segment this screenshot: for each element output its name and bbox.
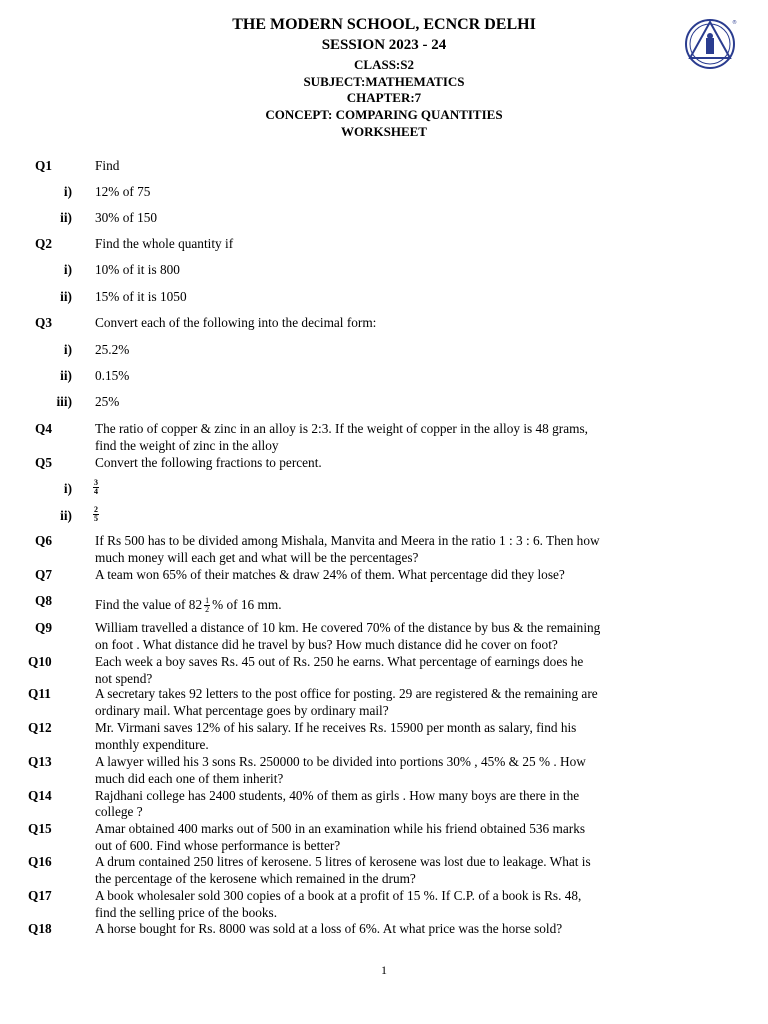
sub-question-text: 15% of it is 1050 xyxy=(95,289,187,304)
worksheet-label: WORKSHEET xyxy=(341,124,427,139)
question-text-line-1: Amar obtained 400 marks out of 500 in an examination while his friend obtained 536 marks xyxy=(95,821,586,836)
question-text: Convert the following fractions to percent. xyxy=(95,455,322,470)
sub-question-text: 10% of it is 800 xyxy=(95,262,180,277)
fraction-numerator: 1 xyxy=(205,596,210,606)
question-text-line-1: Rajdhani college has 2400 students, 40% of them as girls . How many boys are there in the xyxy=(95,788,580,803)
sub-question-text: 25% xyxy=(95,394,120,409)
question-text-before: Find the value of 82 xyxy=(95,597,203,612)
question-text-line-1: A lawyer willed his 3 sons Rs. 250000 to be divided into portions 30% , 45% & 25 % . How xyxy=(95,754,586,769)
class: CLASS:S2 xyxy=(354,57,414,72)
fraction-numerator: 2 xyxy=(94,505,98,514)
fraction xyxy=(93,479,99,496)
question-number: Q16 xyxy=(28,854,52,869)
question-text-line-1: William travelled a distance of 10 km. He covered 70% of the distance by bus & the remaining xyxy=(95,620,601,635)
question-number: Q2 xyxy=(35,236,52,251)
session: SESSION 2023 - 24 xyxy=(321,37,447,53)
sub-question-number: i) xyxy=(63,342,72,357)
question-number: Q12 xyxy=(28,720,52,735)
fraction xyxy=(93,506,99,523)
question-text-line-1: Each week a boy saves Rs. 45 out of Rs. 250 he earns. What percentage of earnings does he xyxy=(95,654,584,669)
question-number: Q3 xyxy=(35,315,52,330)
question-number: Q10 xyxy=(28,654,52,669)
sub-question-number: i) xyxy=(63,481,72,496)
question-text: Find the whole quantity if xyxy=(95,236,234,251)
question-text-line-2: find the selling price of the books. xyxy=(95,905,278,920)
question-number: Q17 xyxy=(28,888,52,903)
question-text-line-2: out of 600. Find whose performance is better? xyxy=(95,838,341,853)
question-text: A team won 65% of their matches & draw 24% of them. What percentage did they lose? xyxy=(95,567,565,582)
question-number: Q13 xyxy=(28,754,52,769)
question-text-after: % of 16 mm. xyxy=(212,597,282,612)
concept: CONCEPT: COMPARING QUANTITIES xyxy=(265,107,503,122)
question-text-line-2: the percentage of the kerosene which remained in the drum? xyxy=(95,871,416,886)
question-number: Q5 xyxy=(35,455,52,470)
page-number: 1 xyxy=(381,963,387,977)
question-text: Convert each of the following into the decimal form: xyxy=(95,315,377,330)
question-number: Q9 xyxy=(35,620,52,635)
question-text-line-2: monthly expenditure. xyxy=(95,737,209,752)
sub-question-number: iii) xyxy=(56,394,72,409)
sub-question-number: ii) xyxy=(60,289,72,304)
chapter: CHAPTER:7 xyxy=(346,90,422,105)
question-text xyxy=(95,597,695,614)
fraction-denominator: 4 xyxy=(94,487,98,496)
question-text: Find xyxy=(95,158,120,173)
school-name: THE MODERN SCHOOL, ECNCR DELHI xyxy=(232,16,536,33)
mixed-fraction xyxy=(204,597,210,614)
question-text-line-2: much did each one of them inherit? xyxy=(95,771,284,786)
subject: SUBJECT:MATHEMATICS xyxy=(303,74,465,89)
question-number: Q7 xyxy=(35,567,52,582)
question-text-line-2: find the weight of zinc in the alloy xyxy=(95,438,279,453)
question-number: Q14 xyxy=(28,788,52,803)
question-text-line-2: ordinary mail. What percentage goes by ordinary mail? xyxy=(95,703,389,718)
fraction-denominator: 2 xyxy=(205,605,210,615)
question-text-line-2: much money will each get and what will be the percentages? xyxy=(95,550,419,565)
question-text-line-1: The ratio of copper & zinc in an alloy is 2:3. If the weight of copper in the alloy is 48 grams, xyxy=(95,421,588,436)
question-text-line-1: Mr. Virmani saves 12% of his salary. If he receives Rs. 15900 per month as salary, find his xyxy=(95,720,577,735)
question-number: Q18 xyxy=(28,921,52,936)
question-text-line-2: on foot . What distance did he travel by bus? How much distance did he cover on foot? xyxy=(95,637,558,652)
question-text-line-2: not spend? xyxy=(95,671,153,686)
question-number: Q6 xyxy=(35,533,52,548)
sub-question-number: i) xyxy=(63,262,72,277)
question-text: A horse bought for Rs. 8000 was sold at a loss of 6%. At what price was the horse sold? xyxy=(95,921,563,936)
question-number: Q4 xyxy=(35,421,52,436)
question-number: Q11 xyxy=(28,686,51,701)
sub-question-number: ii) xyxy=(60,508,72,523)
sub-question-number: ii) xyxy=(60,368,72,383)
svg-text:®: ® xyxy=(732,20,737,26)
question-number: Q15 xyxy=(28,821,52,836)
sub-question-text: 25.2% xyxy=(95,342,130,357)
sub-question-text: 30% of 150 xyxy=(95,210,158,225)
sub-question-number: ii) xyxy=(60,210,72,225)
question-text-line-1: A book wholesaler sold 300 copies of a book at a profit of 15 %. If C.P. of a book is Rs. 48, xyxy=(95,888,582,903)
fraction-denominator: 5 xyxy=(94,514,98,523)
sub-question-text: 12% of 75 xyxy=(95,184,151,199)
school-emblem-icon xyxy=(684,16,738,70)
question-text-line-1: A drum contained 250 litres of kerosene. 5 litres of kerosene was lost due to leakage. What is xyxy=(95,854,591,869)
question-text-line-1: A secretary takes 92 letters to the post office for posting. 29 are registered & the remaining are xyxy=(95,686,598,701)
question-text-line-1: If Rs 500 has to be divided among Mishala, Manvita and Meera in the ratio 1 : 3 : 6. Then how xyxy=(95,533,600,548)
sub-question-number: i) xyxy=(63,184,72,199)
question-number: Q1 xyxy=(35,158,52,173)
fraction-numerator: 3 xyxy=(94,478,98,487)
question-number: Q8 xyxy=(35,593,52,608)
question-text-line-2: college ? xyxy=(95,804,143,819)
sub-question-text: 0.15% xyxy=(95,368,130,383)
